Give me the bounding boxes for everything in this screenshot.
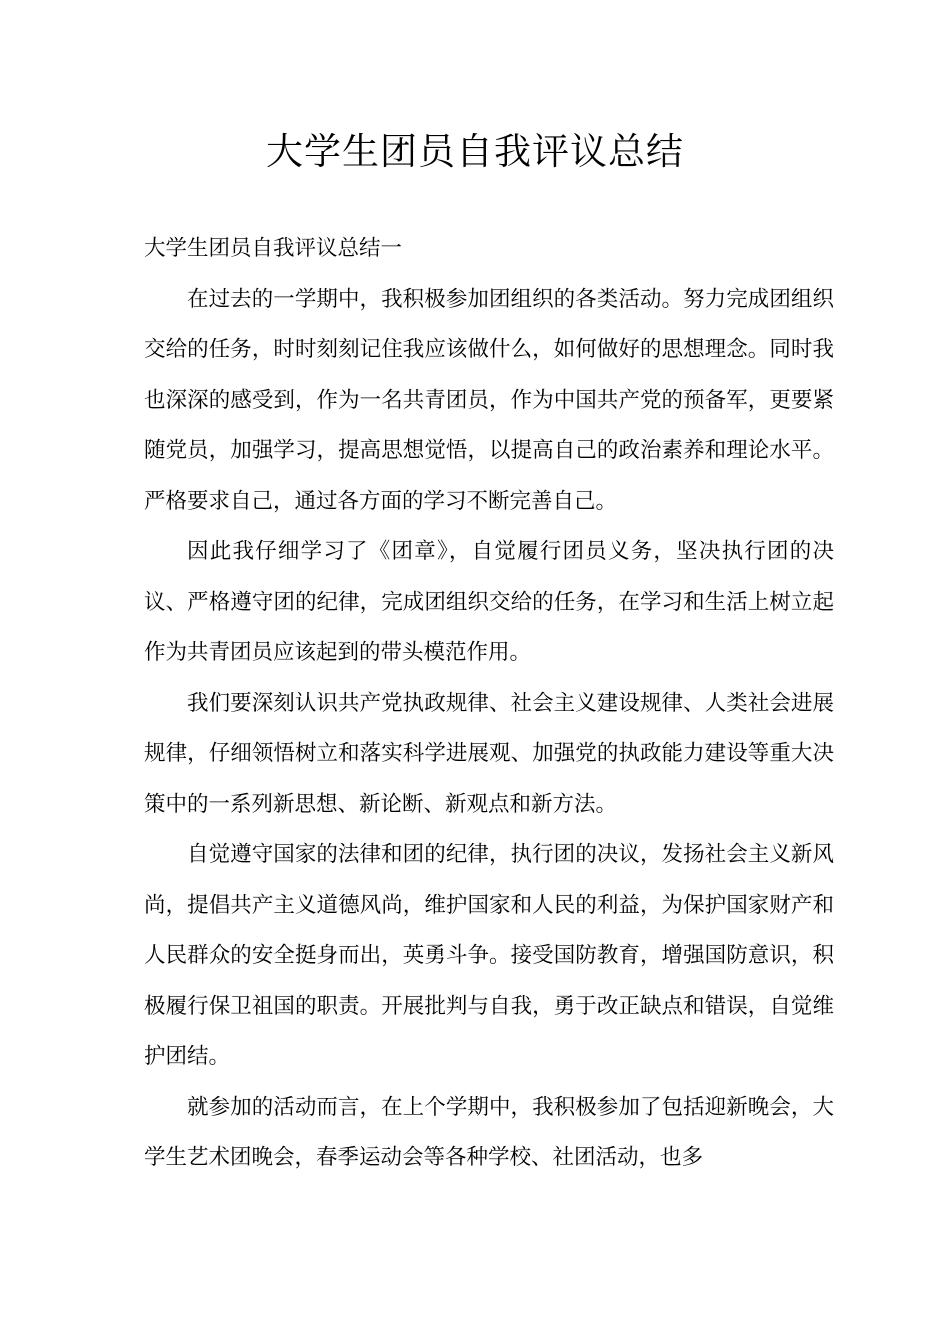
paragraph-4: 自觉遵守国家的法律和团的纪律，执行团的决议，发扬社会主义新风尚，提倡共产主义道德风尚，维护国家和人民的利益，为保护国家财产和人民群众的安全挺身而出，英勇斗争。接受国防教育，增强国防意识，积极履行保卫祖国的职责。开展批判与自我，勇于改正缺点和错误，自觉维护团结。 <box>144 842 834 1069</box>
paragraph-5: 就参加的活动而言，在上个学期中，我积极参加了包括迎新晚会，大学生艺术团晚会，春季运动会等各种学校、社团活动，也多 <box>144 1094 834 1170</box>
paragraph-1: 在过去的一学期中，我积极参加团组织的各类活动。努力完成团组织交给的任务，时时刻刻记住我应该做什么，如何做好的思想理念。同时我也深深的感受到，作为一名共青团员，作为中国共产党的预备军，更要紧随党员，加强学习，提高思想觉悟，以提高自己的政治素养和理论水平。严格要求自己，通过各方面的学习不断完善自己。 <box>144 286 834 514</box>
document-title: 大学生团员自我评议总结 <box>266 130 684 173</box>
section-heading: 大学生团员自我评议总结一 <box>144 236 403 261</box>
paragraph-2: 因此我仔细学习了《团章》，自觉履行团员义务，坚决执行团的决议、严格遵守团的纪律，完成团组织交给的任务，在学习和生活上树立起作为共青团员应该起到的带头模范作用。 <box>144 539 834 665</box>
paragraph-3: 我们要深刻认识共产党执政规律、社会主义建设规律、人类社会进展规律，仔细领悟树立和落实科学进展观、加强党的执政能力建设等重大决策中的一系列新思想、新论断、新观点和新方法。 <box>144 690 834 817</box>
document-body <box>144 224 834 1184</box>
